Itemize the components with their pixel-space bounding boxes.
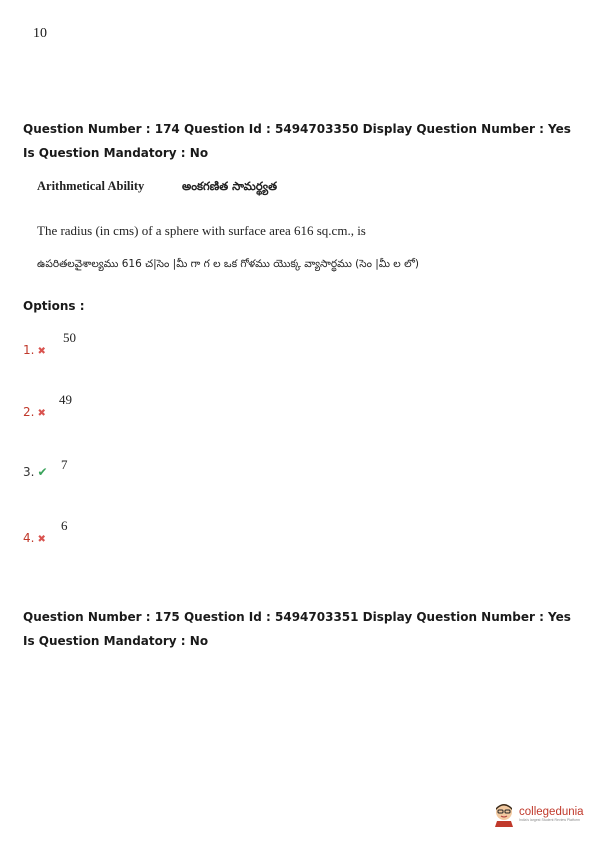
option-2 [23,401,46,420]
option-4 [23,527,46,546]
wrong-mark-icon: ✖ [37,346,46,357]
option-1-value: 50 [63,330,76,345]
option-2-value: 49 [59,392,72,407]
wrong-mark-icon: ✖ [37,408,46,419]
question-text-telugu: ఉపరితలవైశాల్యము 616 చ|సెం |మీ గా గ ల ఒక గోళము యొక్క వ్యాసార్థము (సెం |మీ ల లో) [37,258,419,270]
option-number: 1. [23,343,35,357]
option-number: 3. [23,465,35,479]
option-number: 2. [23,405,35,419]
option-number: 4. [23,531,35,545]
question-175-header: Question Number : 175 Question Id : 5494703351 Display Question Number : Yes Is Question Mandatory : No [23,610,571,648]
subject-english: Arithmetical Ability [37,179,145,193]
page-number: 10 [33,26,47,41]
logo-name: collegedunia [519,806,584,818]
student-mascot-icon [493,801,515,827]
logo-tagline: India's largest Student Review Platform [519,818,580,822]
option-4-value: 6 [61,518,68,533]
question-174-header: Question Number : 174 Question Id : 5494703350 Display Question Number : Yes Is Question Mandatory : No [23,122,571,160]
wrong-mark-icon: ✖ [37,534,46,545]
option-3 [23,461,48,480]
option-1 [23,339,46,358]
option-3-value: 7 [61,457,68,472]
collegedunia-logo [493,801,584,827]
options-label: Options : [23,299,85,313]
subject-telugu: అంకగణిత సామర్థ్యత [182,179,278,193]
check-mark-icon: ✔ [37,465,48,479]
question-text-english: The radius (in cms) of a sphere with surface area 616 sq.cm., is [37,223,366,238]
